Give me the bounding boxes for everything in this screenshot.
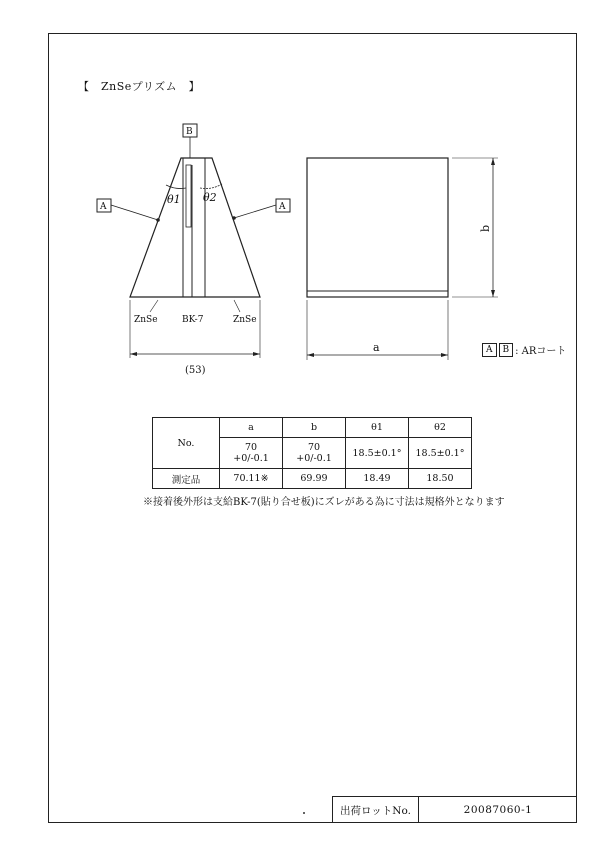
spec-theta1: 18.5±0.1° [346, 438, 409, 469]
measured-a: 70.11※ [220, 469, 283, 489]
lot-value: 20087060-1 [463, 804, 533, 816]
dim-a-arrow-right [441, 353, 448, 357]
header-b: b [283, 418, 346, 438]
dim-b-arrow-bottom [491, 290, 495, 297]
theta2-arc [200, 184, 222, 189]
spec-theta2: 18.5±0.1° [409, 438, 472, 469]
coating-legend [482, 342, 566, 357]
material-center: BK-7 [182, 315, 204, 325]
material-left: ZnSe [134, 315, 158, 325]
header-theta2: θ2 [409, 418, 472, 438]
lot-label: 出荷ロットNo. [333, 797, 419, 823]
spec-a [220, 438, 283, 469]
legend-box-b: B [499, 343, 514, 357]
measured-theta1: 18.49 [346, 469, 409, 489]
table-header-row [153, 418, 472, 438]
material-right-leader [234, 300, 240, 312]
spec-table [152, 417, 472, 489]
legend-text: : ARコート [515, 346, 567, 357]
material-right: ZnSe [233, 315, 257, 325]
dim-a-label: a [373, 341, 380, 354]
label-a-left-dot [156, 218, 160, 222]
label-b: B [186, 127, 193, 137]
legend-box-a: A [482, 343, 497, 357]
stray-dot [303, 812, 305, 814]
spec-b [283, 438, 346, 469]
theta1-label: θ1 [167, 193, 181, 206]
header-no: No. [153, 418, 220, 469]
theta2-label: θ2 [203, 191, 217, 204]
dim-a-arrow-left [307, 353, 314, 357]
footnote: ※接着後外形は支給BK-7(貼り合せ板)にズレがある為に寸法は規格外となります [143, 497, 505, 508]
dim-53-arrow-left [130, 352, 137, 356]
header-a: a [220, 418, 283, 438]
dim-b-label: b [479, 224, 492, 232]
spec-b-text: 70 +0/-0.1 [296, 442, 332, 464]
measured-theta2: 18.50 [409, 469, 472, 489]
label-a-right-leader [234, 205, 276, 218]
label-a-right-dot [232, 216, 236, 220]
spec-a-text: 70 +0/-0.1 [233, 442, 269, 464]
center-marker [186, 165, 191, 227]
label-a-left: A [100, 202, 107, 212]
measured-label: 測定品 [153, 469, 220, 489]
header-theta1: θ1 [346, 418, 409, 438]
table-measured-row [153, 469, 472, 489]
dim-53-label: (53) [185, 365, 206, 376]
side-view-outline [307, 158, 448, 297]
material-left-leader [150, 300, 158, 312]
dim-b-arrow-top [491, 158, 495, 165]
measured-b: 69.99 [283, 469, 346, 489]
label-a-right: A [279, 202, 286, 212]
prism-outline [130, 158, 260, 297]
dim-53-arrow-right [253, 352, 260, 356]
lot-box [332, 796, 577, 823]
page-title: 【 ZnSeプリズム 】 [78, 80, 201, 93]
label-a-left-leader [111, 205, 158, 220]
